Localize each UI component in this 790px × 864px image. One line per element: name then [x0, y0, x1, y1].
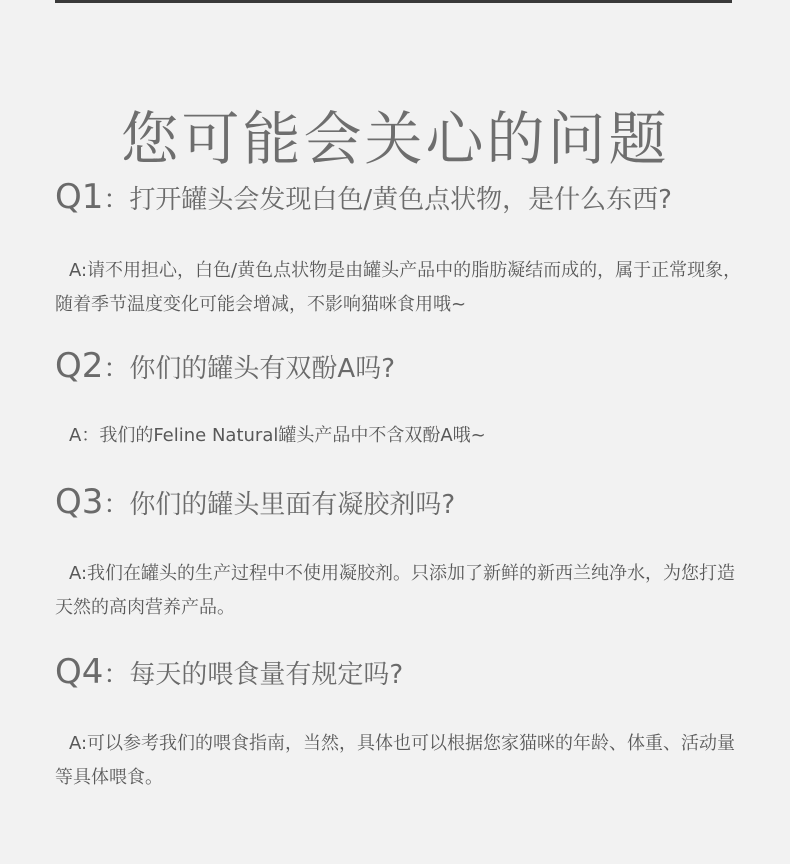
- page-title: 您可能会关心的问题: [120, 104, 670, 173]
- question-text: ：每天的喂食量有规定吗?: [103, 660, 404, 690]
- faq-item-3: [55, 479, 745, 618]
- faq-item-4: [55, 649, 745, 788]
- faq-answer-1: A:请不用担心，白色/黄色点状物是由罐头产品中的脂肪凝结而成的，属于正常现象，随着季节温度变化可能会增减，不影响猫咪食用哦~: [55, 260, 742, 315]
- question-text: ：打开罐头会发现白色/黄色点状物，是什么东西?: [103, 185, 672, 215]
- faq-question-2: [55, 343, 745, 389]
- faq-item-2: [55, 343, 745, 446]
- question-text: ：你们的罐头里面有凝胶剂吗?: [103, 490, 456, 520]
- question-text: ：你们的罐头有双酚A吗?: [103, 354, 395, 384]
- faq-question-1: [55, 174, 745, 220]
- faq-answer-2: A：我们的Feline Natural罐头产品中不含双酚A哦~: [69, 425, 486, 446]
- question-number: Q2: [55, 346, 104, 386]
- question-number: Q1: [55, 177, 104, 217]
- question-number: Q3: [55, 482, 104, 522]
- question-number: Q4: [55, 652, 104, 692]
- faq-question-4: [55, 649, 745, 695]
- faq-answer-3: A:我们在罐头的生产过程中不使用凝胶剂。只添加了新鲜的新西兰纯净水，为您打造天然的高肉营养产品。: [55, 563, 736, 618]
- faq-answer-4: A:可以参考我们的喂食指南，当然，具体也可以根据您家猫咪的年龄、体重、活动量等具体喂食。: [55, 733, 736, 788]
- faq-question-3: [55, 479, 745, 525]
- faq-item-1: [55, 174, 745, 315]
- top-divider: [55, 0, 732, 3]
